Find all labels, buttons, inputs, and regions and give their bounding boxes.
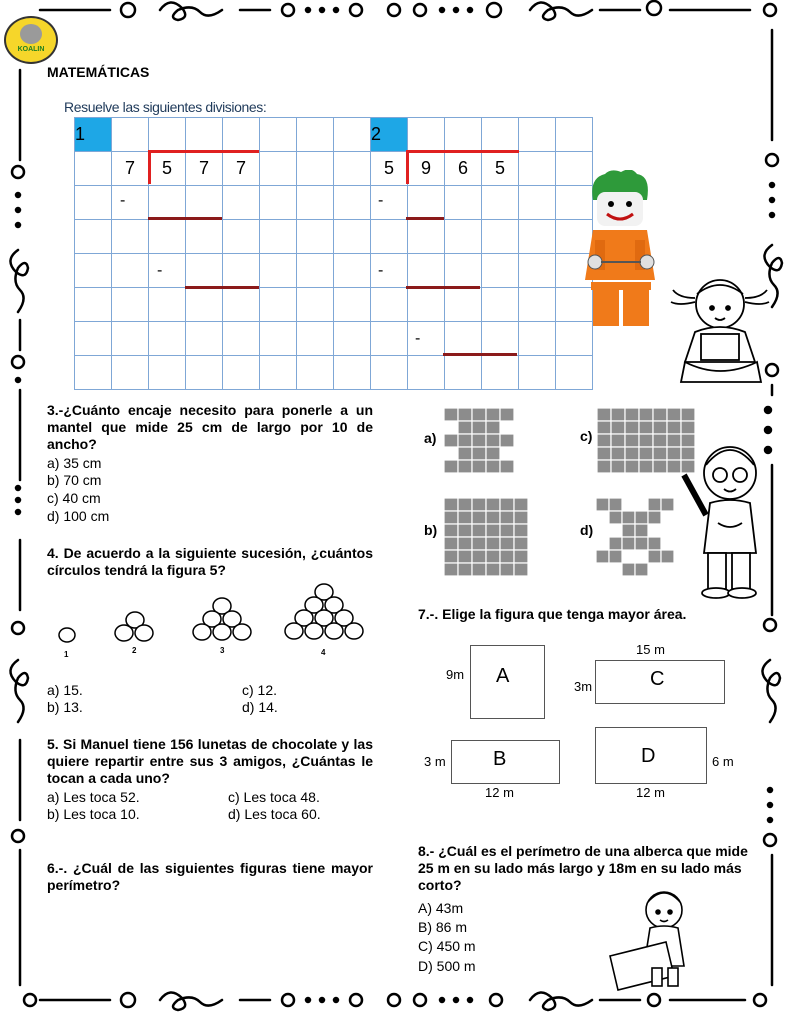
rect-A-side: 9m: [446, 667, 465, 682]
grid-square: [500, 498, 514, 511]
rect-D-label: D: [641, 745, 656, 767]
grid-square: [514, 537, 528, 550]
division2-number: 2: [371, 118, 408, 152]
grid-square: [611, 408, 625, 421]
grid-square: [486, 524, 500, 537]
grid-square: [639, 460, 653, 473]
question-7-text: 7.-. Elige la figura que tenga mayor área.: [418, 606, 687, 622]
grid-square: [472, 511, 486, 524]
grid-square: [625, 434, 639, 447]
minus-sign: -: [378, 262, 384, 279]
question-6-text: 6.-. ¿Cuál de las siguientes figuras tiene mayor perímetro?: [47, 860, 373, 893]
q3-option-a[interactable]: a) 35 cm: [47, 455, 102, 471]
grid-square: [597, 408, 611, 421]
q3-option-b[interactable]: b) 70 cm: [47, 472, 102, 488]
rect-B-label: B: [493, 748, 507, 770]
grid-square: [458, 498, 472, 511]
minus-sign: -: [415, 330, 421, 347]
grid-square: [597, 421, 611, 434]
grid-square: [653, 447, 667, 460]
grid-square: [653, 408, 667, 421]
grid-square: [500, 524, 514, 537]
division1-digit: 7: [223, 152, 260, 186]
grid-square: [667, 408, 681, 421]
grid-square: [486, 563, 500, 576]
rect-B-bottom: 12 m: [485, 785, 514, 800]
question-3-text: 3.-¿Cuánto encaje necesito para ponerle a un mantel que mide 25 cm de largo por 10 de ancho?: [47, 402, 373, 452]
subject-title: MATEMÁTICAS: [47, 64, 150, 80]
question-8-text: 8.- ¿Cuál es el perímetro de una alberca que mide 25 m en su lado más largo y 18m en su lado más corto?: [418, 843, 748, 893]
q4-option-a[interactable]: a) 15.: [47, 682, 83, 698]
division2-bracket-side: [406, 150, 409, 184]
grid-square: [639, 408, 653, 421]
rect-D-side: 6 m: [712, 754, 734, 769]
grid-square: [472, 524, 486, 537]
girl-reading-illustration: [665, 268, 775, 386]
minus-sign: -: [120, 192, 126, 209]
figure-label: 3: [220, 646, 225, 655]
grid-square: [625, 447, 639, 460]
boy-holding-sign-illustration: [606, 888, 706, 993]
q3-option-d[interactable]: d) 100 cm: [47, 508, 110, 524]
rect-D-bottom: 12 m: [636, 785, 665, 800]
division2-digit: 9: [408, 152, 445, 186]
grid-square: [514, 550, 528, 563]
division1-number: 1: [75, 118, 112, 152]
grid-square: [514, 524, 528, 537]
question-4-text: 4. De acuerdo a la siguiente sucesión, ¿cuántos círculos tendrá la figura 5?: [47, 545, 373, 578]
area-label-c: c): [580, 428, 593, 444]
grid-square: [653, 434, 667, 447]
grid-square: [639, 421, 653, 434]
grid-square: [500, 537, 514, 550]
area-figure-d: [596, 498, 684, 578]
subtraction-line: [406, 286, 480, 289]
q5-option-d[interactable]: d) Les toca 60.: [228, 806, 321, 822]
grid-square: [625, 421, 639, 434]
grid-square: [625, 408, 639, 421]
grid-square: [472, 537, 486, 550]
grid-square: [500, 511, 514, 524]
q5-option-b[interactable]: b) Les toca 10.: [47, 806, 140, 822]
grid-square: [639, 434, 653, 447]
grid-square: [444, 524, 458, 537]
subtraction-line: [406, 217, 444, 220]
grid-square: [444, 511, 458, 524]
grid-square: [500, 550, 514, 563]
division1-bracket-side: [148, 150, 151, 184]
grid-square: [639, 447, 653, 460]
q5-option-c[interactable]: c) Les toca 48.: [228, 789, 320, 805]
lego-joker-illustration: [575, 170, 670, 330]
grid-square: [514, 498, 528, 511]
boy-waving-illustration: [680, 435, 775, 600]
division1-bracket-top: [148, 150, 259, 153]
area-figure-a: [444, 408, 520, 474]
grid-square: [667, 447, 681, 460]
grid-square: [444, 498, 458, 511]
figure-label: 1: [64, 650, 69, 659]
rect-B-side: 3 m: [424, 754, 446, 769]
q8-option-b[interactable]: B) 86 m: [418, 919, 468, 935]
q8-option-c[interactable]: C) 450 m: [418, 938, 476, 954]
grid-square: [458, 524, 472, 537]
division-instruction: Resuelve las siguientes divisiones:: [64, 99, 267, 115]
koala-face-icon: [20, 24, 42, 44]
division1-divisor: 7: [112, 152, 149, 186]
area-label-a: a): [424, 430, 437, 446]
grid-square: [458, 563, 472, 576]
grid-square: [611, 421, 625, 434]
grid-square: [611, 447, 625, 460]
rect-C-side: 3m: [574, 679, 593, 694]
grid-square: [444, 550, 458, 563]
koala-logo: [4, 16, 58, 64]
area-figure-b: [444, 498, 532, 578]
subtraction-line: [443, 353, 517, 356]
grid-square: [486, 498, 500, 511]
grid-square: [653, 421, 667, 434]
rect-C-label: C: [650, 668, 665, 690]
grid-square: [611, 434, 625, 447]
division2-digit: 6: [445, 152, 482, 186]
grid-square: [667, 434, 681, 447]
grid-square: [514, 563, 528, 576]
grid-square: [458, 550, 472, 563]
minus-sign: -: [157, 262, 163, 279]
q8-option-d[interactable]: D) 500 m: [418, 958, 476, 974]
grid-square: [472, 550, 486, 563]
q4-option-c[interactable]: c) 12.: [242, 682, 278, 698]
q8-option-a[interactable]: A) 43m: [418, 900, 464, 916]
grid-square: [444, 563, 458, 576]
grid-square: [597, 447, 611, 460]
division2-divisor: 5: [371, 152, 408, 186]
grid-square: [472, 563, 486, 576]
division-grid: [74, 117, 593, 390]
q5-option-a[interactable]: a) Les toca 52.: [47, 789, 140, 805]
grid-square: [681, 408, 695, 421]
minus-sign: -: [378, 192, 384, 209]
grid-square: [472, 498, 486, 511]
figure-label: 2: [132, 646, 137, 655]
q4-option-d[interactable]: d) 14.: [242, 699, 278, 715]
grid-square: [667, 421, 681, 434]
grid-square: [486, 550, 500, 563]
subtraction-line: [185, 286, 259, 289]
figure-label: 4: [321, 648, 326, 657]
division2-digit: 5: [482, 152, 519, 186]
division2-bracket-top: [406, 150, 519, 153]
grid-square: [597, 434, 611, 447]
question-5-text: 5. Si Manuel tiene 156 lunetas de chocolate y las quiere repartir entre sus 3 amigos, ¿Cuántas le tocan a cada uno?: [47, 736, 373, 786]
grid-square: [486, 511, 500, 524]
grid-square: [597, 460, 611, 473]
division1-digit: 5: [149, 152, 186, 186]
rect-C-top: 15 m: [636, 642, 665, 657]
area-label-b: b): [424, 522, 438, 538]
grid-square: [611, 460, 625, 473]
q3-option-c[interactable]: c) 40 cm: [47, 490, 101, 506]
grid-square: [681, 421, 695, 434]
division1-digit: 7: [186, 152, 223, 186]
logo-text: KOALIN: [17, 46, 45, 53]
grid-square: [486, 537, 500, 550]
grid-square: [500, 563, 514, 576]
grid-square: [625, 460, 639, 473]
grid-square: [444, 537, 458, 550]
grid-square: [514, 511, 528, 524]
rect-A-label: A: [496, 665, 510, 687]
subtraction-line: [148, 217, 222, 220]
grid-square: [653, 460, 667, 473]
area-label-d: d): [580, 522, 594, 538]
grid-square: [667, 460, 681, 473]
grid-square: [458, 537, 472, 550]
grid-square: [458, 511, 472, 524]
q4-option-b[interactable]: b) 13.: [47, 699, 83, 715]
